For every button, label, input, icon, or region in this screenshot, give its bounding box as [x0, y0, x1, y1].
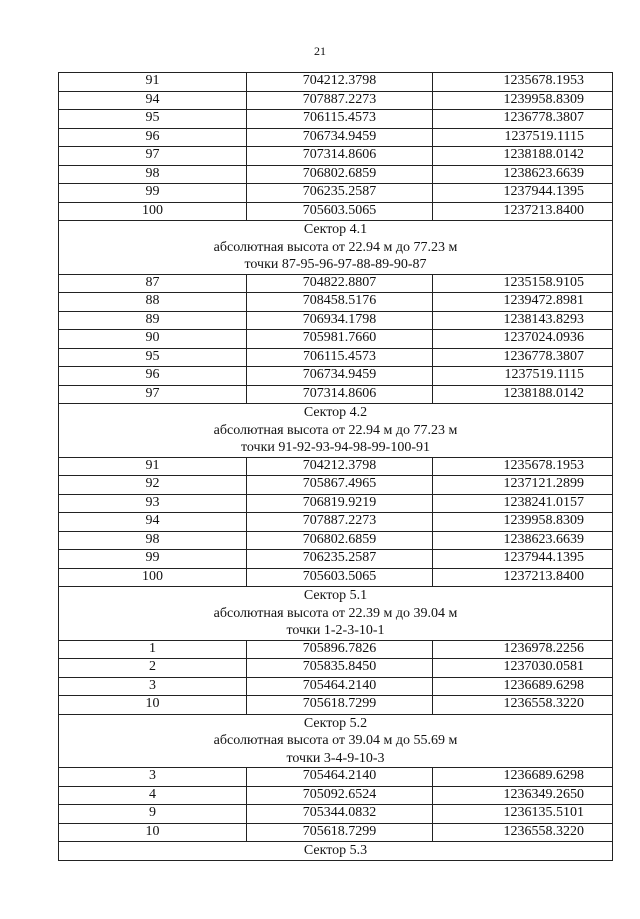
point-number-cell: 96	[58, 129, 246, 147]
sector-header	[58, 715, 613, 769]
table-row	[58, 659, 613, 678]
table-row	[58, 458, 613, 477]
table-row	[58, 805, 613, 824]
y-coordinate-cell: 1237519.1115	[432, 367, 613, 385]
point-number-cell: 91	[58, 73, 246, 91]
x-coordinate-cell: 705896.7826	[246, 641, 432, 659]
x-coordinate-cell: 705981.7660	[246, 330, 432, 348]
point-number-cell: 96	[58, 367, 246, 385]
table-row	[58, 476, 613, 495]
x-coordinate-cell: 706734.9459	[246, 367, 432, 385]
point-number-cell: 99	[58, 550, 246, 568]
sector-header	[58, 587, 613, 641]
sector-title: Сектор 5.1	[303, 588, 368, 603]
point-number-cell: 100	[58, 569, 246, 587]
point-number-cell: 95	[58, 349, 246, 367]
table-row	[58, 824, 613, 843]
sector-header	[58, 404, 613, 458]
table-row	[58, 110, 613, 129]
x-coordinate-cell: 705464.2140	[246, 678, 432, 696]
table-row	[58, 203, 613, 222]
y-coordinate-cell: 1239472.8981	[432, 293, 613, 311]
x-coordinate-cell: 706819.9219	[246, 495, 432, 513]
x-coordinate-cell: 705603.5065	[246, 203, 432, 221]
y-coordinate-cell: 1238188.0142	[432, 386, 613, 404]
table-row	[58, 495, 613, 514]
table-row	[58, 513, 613, 532]
table-row	[58, 641, 613, 660]
y-coordinate-cell: 1235678.1953	[432, 458, 613, 476]
point-number-cell: 1	[58, 641, 246, 659]
table-row	[58, 72, 613, 92]
x-coordinate-cell: 705835.8450	[246, 659, 432, 677]
sector-height: абсолютная высота от 22.94 м до 77.23 м	[213, 422, 458, 438]
table-row	[58, 312, 613, 331]
y-coordinate-cell: 1238623.6639	[432, 166, 613, 184]
y-coordinate-cell: 1238241.0157	[432, 495, 613, 513]
y-coordinate-cell: 1237213.8400	[432, 569, 613, 587]
table-row	[58, 768, 613, 787]
x-coordinate-cell: 706115.4573	[246, 110, 432, 128]
table-row	[58, 166, 613, 185]
sector-points: точки 91-92-93-94-98-99-100-91	[240, 440, 431, 455]
x-coordinate-cell: 706235.2587	[246, 184, 432, 202]
x-coordinate-cell: 706734.9459	[246, 129, 432, 147]
point-number-cell: 91	[58, 458, 246, 476]
x-coordinate-cell: 706235.2587	[246, 550, 432, 568]
y-coordinate-cell: 1237944.1395	[432, 550, 613, 568]
table-row	[58, 532, 613, 551]
x-coordinate-cell: 705092.6524	[246, 787, 432, 805]
point-number-cell: 3	[58, 678, 246, 696]
y-coordinate-cell: 1238188.0142	[432, 147, 613, 165]
x-coordinate-cell: 707887.2273	[246, 513, 432, 531]
point-number-cell: 94	[58, 513, 246, 531]
table-row	[58, 569, 613, 588]
x-coordinate-cell: 704822.8807	[246, 275, 432, 293]
sector-header	[58, 842, 613, 861]
x-coordinate-cell: 706115.4573	[246, 349, 432, 367]
x-coordinate-cell: 707314.8606	[246, 147, 432, 165]
y-coordinate-cell: 1239958.8309	[432, 92, 613, 110]
point-number-cell: 2	[58, 659, 246, 677]
sector-header	[58, 221, 613, 275]
sector-title: Сектор 4.1	[303, 222, 368, 237]
table-row	[58, 386, 613, 405]
table-row	[58, 678, 613, 697]
x-coordinate-cell: 708458.5176	[246, 293, 432, 311]
y-coordinate-cell: 1236558.3220	[432, 696, 613, 714]
point-number-cell: 95	[58, 110, 246, 128]
x-coordinate-cell: 704212.3798	[246, 458, 432, 476]
table-row	[58, 92, 613, 111]
y-coordinate-cell: 1237519.1115	[432, 129, 613, 147]
table-row	[58, 330, 613, 349]
point-number-cell: 90	[58, 330, 246, 348]
point-number-cell: 93	[58, 495, 246, 513]
coordinates-table	[58, 72, 613, 861]
point-number-cell: 10	[58, 824, 246, 842]
sector-title: Сектор 4.2	[303, 405, 368, 420]
sector-points: точки 87-95-96-97-88-89-90-87	[244, 257, 427, 272]
y-coordinate-cell: 1237944.1395	[432, 184, 613, 202]
x-coordinate-cell: 704212.3798	[246, 73, 432, 91]
point-number-cell: 98	[58, 532, 246, 550]
table-row	[58, 293, 613, 312]
y-coordinate-cell: 1237121.2899	[432, 476, 613, 494]
sector-points: точки 3-4-9-10-3	[286, 750, 385, 766]
y-coordinate-cell: 1238143.8293	[432, 312, 613, 330]
point-number-cell: 10	[58, 696, 246, 714]
sector-height: абсолютная высота от 22.94 м до 77.23 м	[213, 239, 458, 255]
sector-height: абсолютная высота от 22.39 м до 39.04 м	[213, 605, 458, 621]
table-row	[58, 147, 613, 166]
point-number-cell: 9	[58, 805, 246, 823]
table-row	[58, 184, 613, 203]
y-coordinate-cell: 1236558.3220	[432, 824, 613, 842]
y-coordinate-cell: 1236778.3807	[432, 349, 613, 367]
table-row	[58, 550, 613, 569]
point-number-cell: 92	[58, 476, 246, 494]
table-row	[58, 129, 613, 148]
y-coordinate-cell: 1237213.8400	[432, 203, 613, 221]
y-coordinate-cell: 1237030.0581	[432, 659, 613, 677]
table-row	[58, 787, 613, 806]
point-number-cell: 97	[58, 147, 246, 165]
point-number-cell: 97	[58, 386, 246, 404]
point-number-cell: 4	[58, 787, 246, 805]
y-coordinate-cell: 1236135.5101	[432, 805, 613, 823]
point-number-cell: 99	[58, 184, 246, 202]
y-coordinate-cell: 1236689.6298	[432, 768, 613, 786]
x-coordinate-cell: 706934.1798	[246, 312, 432, 330]
y-coordinate-cell: 1239958.8309	[432, 513, 613, 531]
point-number-cell: 89	[58, 312, 246, 330]
x-coordinate-cell: 705344.0832	[246, 805, 432, 823]
y-coordinate-cell: 1235158.9105	[432, 275, 613, 293]
sector-points: точки 1-2-3-10-1	[286, 623, 385, 638]
sector-height: абсолютная высота от 39.04 м до 55.69 м	[213, 733, 458, 748]
table-row	[58, 367, 613, 386]
x-coordinate-cell: 705603.5065	[246, 569, 432, 587]
sector-title: Сектор 5.2	[303, 715, 368, 731]
y-coordinate-cell: 1236349.2650	[432, 787, 613, 805]
x-coordinate-cell: 707887.2273	[246, 92, 432, 110]
point-number-cell: 94	[58, 92, 246, 110]
table-row	[58, 349, 613, 368]
x-coordinate-cell: 707314.8606	[246, 386, 432, 404]
y-coordinate-cell: 1236978.2256	[432, 641, 613, 659]
point-number-cell: 3	[58, 768, 246, 786]
x-coordinate-cell: 705867.4965	[246, 476, 432, 494]
y-coordinate-cell: 1238623.6639	[432, 532, 613, 550]
point-number-cell: 88	[58, 293, 246, 311]
y-coordinate-cell: 1236689.6298	[432, 678, 613, 696]
x-coordinate-cell: 705618.7299	[246, 696, 432, 714]
x-coordinate-cell: 705618.7299	[246, 824, 432, 842]
y-coordinate-cell: 1236778.3807	[432, 110, 613, 128]
table-row	[58, 696, 613, 715]
y-coordinate-cell: 1235678.1953	[432, 73, 613, 91]
point-number-cell: 87	[58, 275, 246, 293]
sector-title: Сектор 5.3	[303, 843, 368, 858]
x-coordinate-cell: 705464.2140	[246, 768, 432, 786]
x-coordinate-cell: 706802.6859	[246, 532, 432, 550]
y-coordinate-cell: 1237024.0936	[432, 330, 613, 348]
point-number-cell: 98	[58, 166, 246, 184]
table-row	[58, 275, 613, 294]
point-number-cell: 100	[58, 203, 246, 221]
x-coordinate-cell: 706802.6859	[246, 166, 432, 184]
page-number: 21	[314, 44, 326, 58]
